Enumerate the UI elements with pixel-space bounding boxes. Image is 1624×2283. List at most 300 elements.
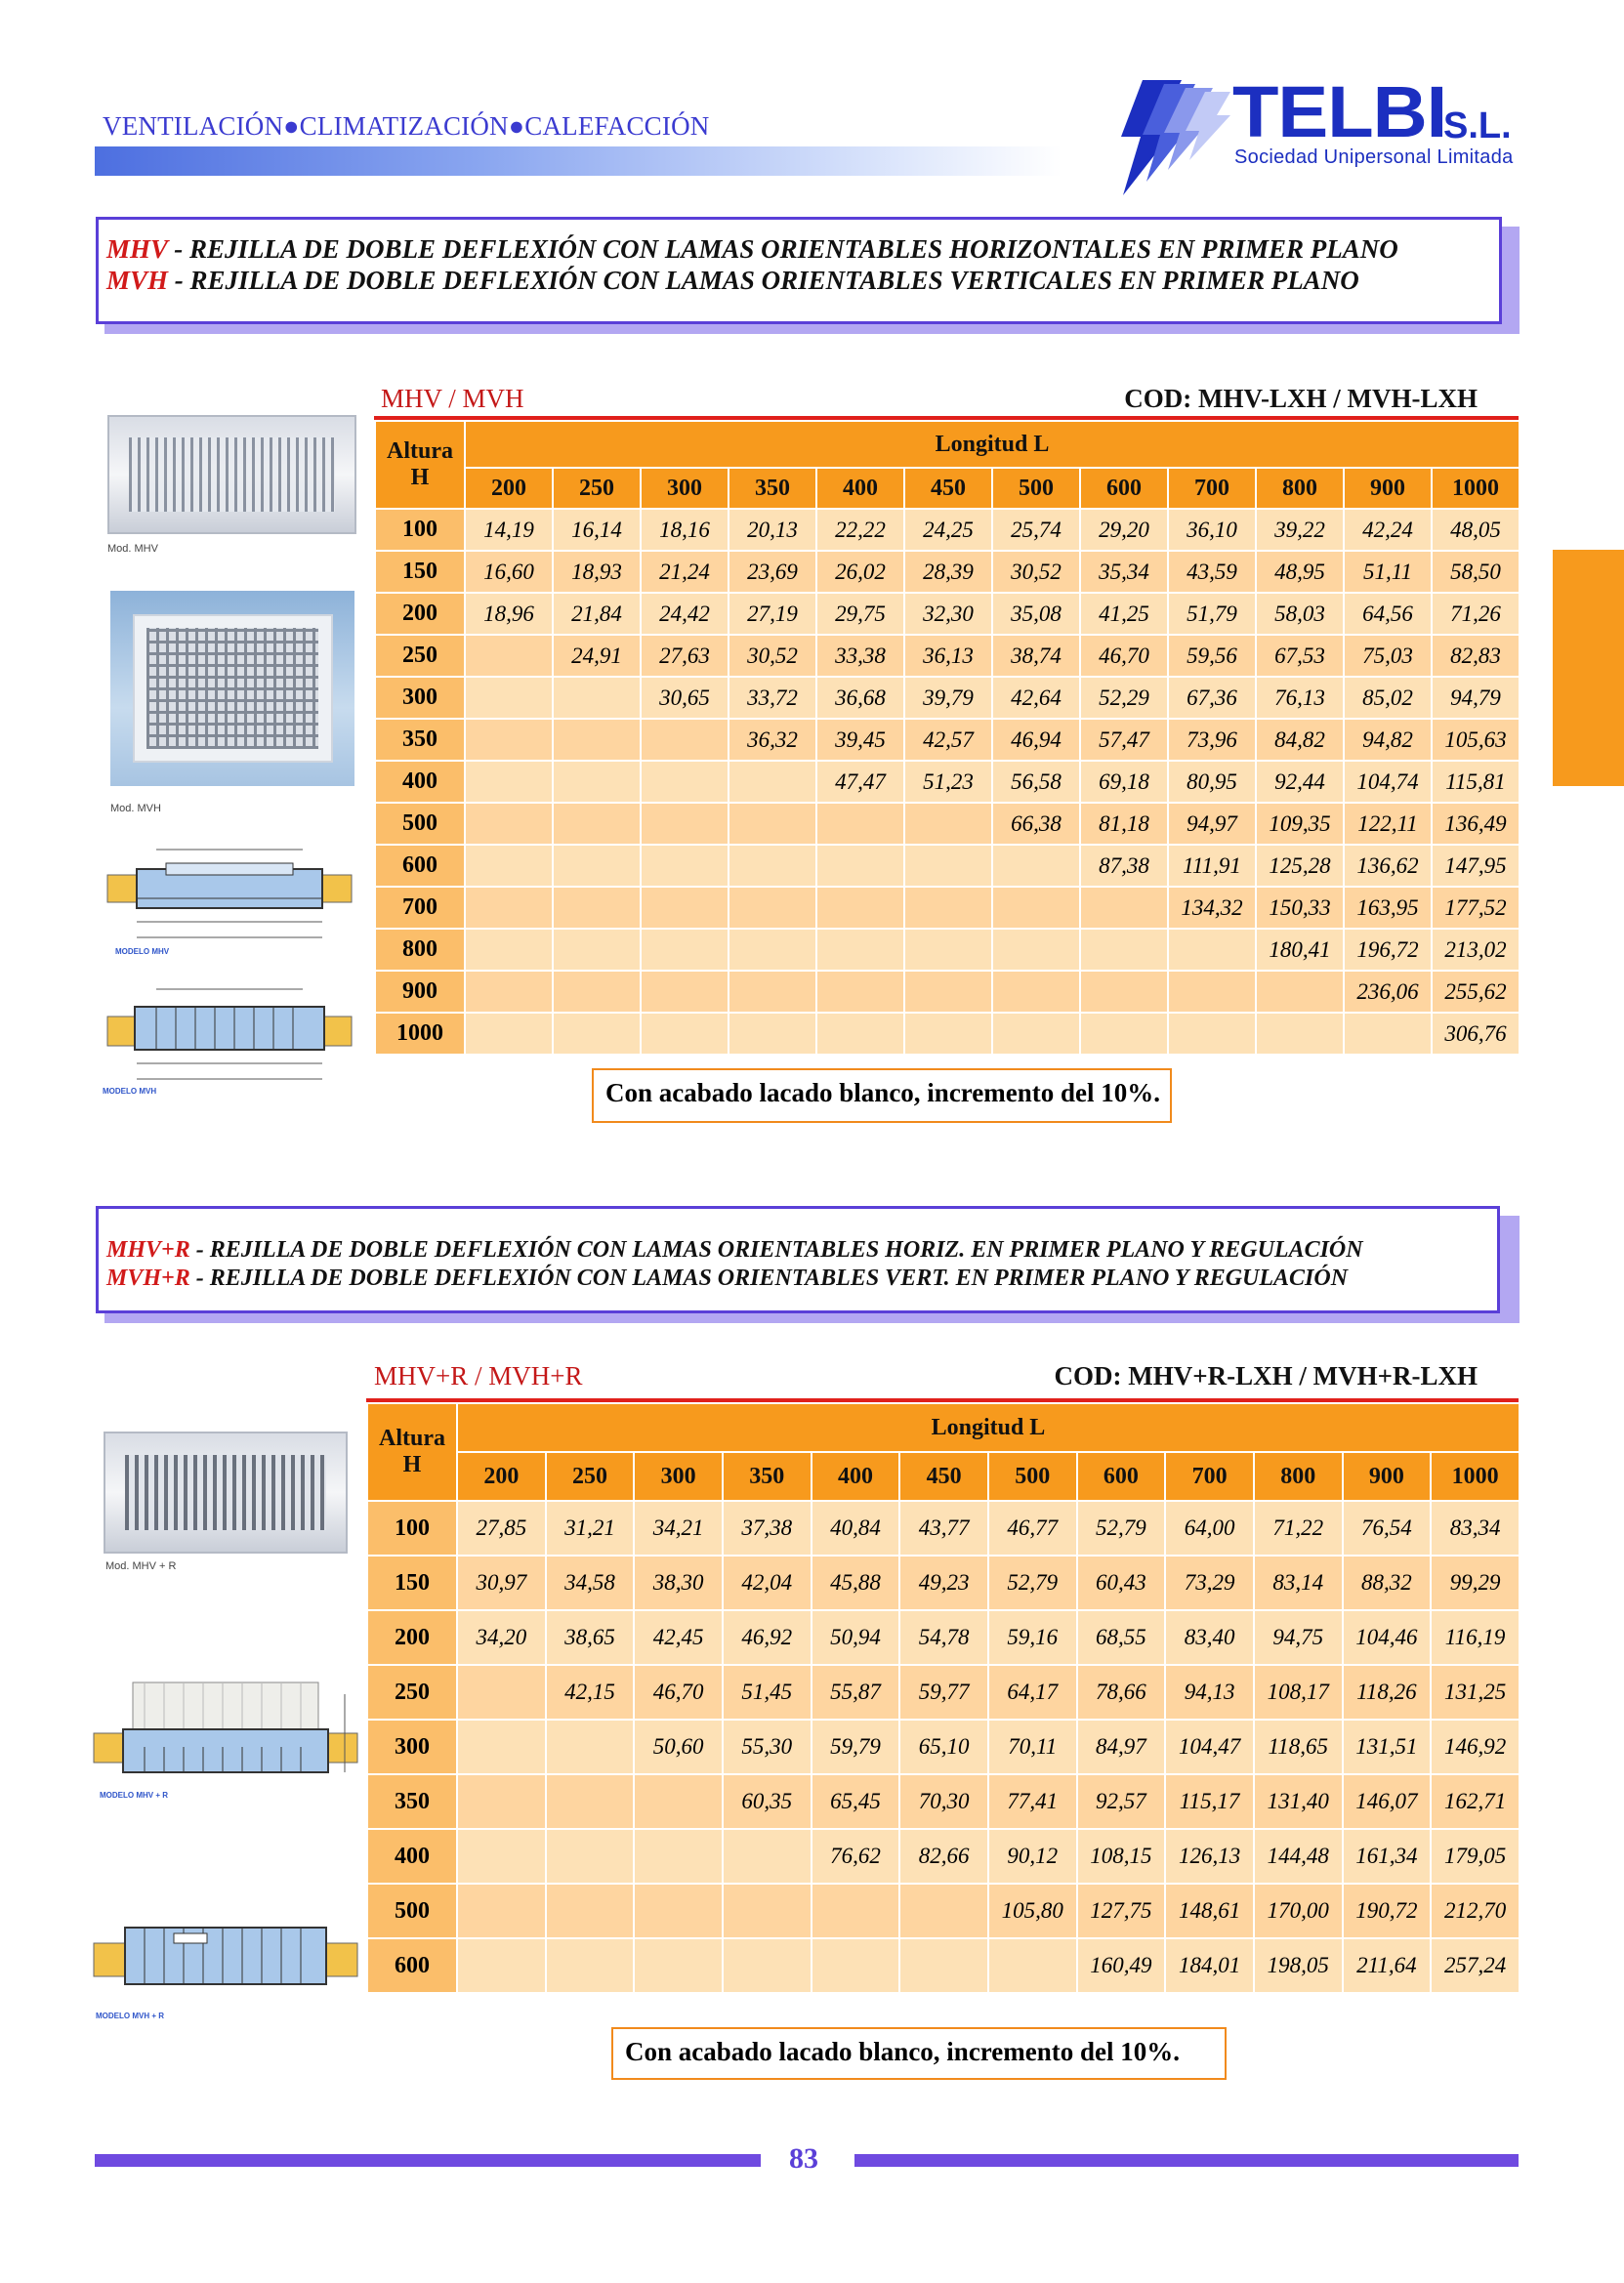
table-row <box>367 1774 1520 1829</box>
empty-cell <box>465 971 553 1013</box>
price-cell: 65,45 <box>812 1774 900 1829</box>
price-cell: 29,20 <box>1080 509 1168 551</box>
price-cell: 68,55 <box>1077 1610 1166 1665</box>
empty-cell <box>546 1884 635 1938</box>
price-cell: 64,17 <box>988 1665 1077 1720</box>
table-row <box>367 1501 1520 1556</box>
row-header: 200 <box>375 593 465 635</box>
price-cell: 59,56 <box>1168 635 1256 677</box>
empty-cell <box>634 1938 723 1993</box>
price-cell: 28,39 <box>904 551 992 593</box>
column-header: 1000 <box>1431 1452 1520 1501</box>
table-row <box>367 1938 1520 1993</box>
price-cell: 144,48 <box>1254 1829 1343 1884</box>
price-cell: 46,77 <box>988 1501 1077 1556</box>
price-cell: 21,84 <box>553 593 641 635</box>
empty-cell <box>816 803 904 845</box>
empty-cell <box>723 1829 812 1884</box>
column-header: 700 <box>1168 468 1256 509</box>
empty-cell <box>723 1884 812 1938</box>
section-side-tab <box>1553 550 1624 786</box>
empty-cell <box>553 887 641 929</box>
empty-cell <box>1256 971 1344 1013</box>
empty-cell <box>992 887 1080 929</box>
product-photo-mvh <box>110 591 354 786</box>
price-cell: 51,23 <box>904 761 992 803</box>
price-cell: 42,64 <box>992 677 1080 719</box>
price-cell: 131,25 <box>1431 1665 1520 1720</box>
price-cell: 33,72 <box>729 677 816 719</box>
empty-cell <box>904 803 992 845</box>
price-table-mhv-mvh <box>374 420 1520 1056</box>
section1-finish-note: Con acabado lacado blanco, incremento del 10%. <box>592 1068 1172 1123</box>
row-header: 700 <box>375 887 465 929</box>
price-cell: 73,96 <box>1168 719 1256 761</box>
price-cell: 47,47 <box>816 761 904 803</box>
table-row <box>367 1665 1520 1720</box>
price-cell: 21,24 <box>641 551 729 593</box>
section1-title-box <box>96 217 1502 324</box>
image-caption: Mod. MVH <box>110 803 161 814</box>
price-cell: 76,54 <box>1343 1501 1432 1556</box>
price-cell: 82,66 <box>899 1829 988 1884</box>
empty-cell <box>1080 929 1168 971</box>
price-cell: 71,22 <box>1254 1501 1343 1556</box>
empty-cell <box>899 1884 988 1938</box>
price-cell: 118,65 <box>1254 1720 1343 1774</box>
empty-cell <box>457 1938 546 1993</box>
title-code: MVH+R <box>106 1266 190 1291</box>
header-tagline: VENTILACIÓN●CLIMATIZACIÓN●CALEFACCIÓN <box>103 111 710 141</box>
price-cell: 92,57 <box>1077 1774 1166 1829</box>
empty-cell <box>992 971 1080 1013</box>
price-cell: 126,13 <box>1165 1829 1254 1884</box>
price-cell: 255,62 <box>1432 971 1520 1013</box>
footer-bar-right <box>854 2154 1519 2167</box>
price-cell: 177,52 <box>1432 887 1520 929</box>
empty-cell <box>546 1829 635 1884</box>
empty-cell <box>553 971 641 1013</box>
price-cell: 60,35 <box>723 1774 812 1829</box>
title-code: MVH <box>106 266 169 295</box>
column-header: 600 <box>1080 468 1168 509</box>
logo-subtitle: Sociedad Unipersonal Limitada <box>1234 146 1514 168</box>
price-cell: 87,38 <box>1080 845 1168 887</box>
price-cell: 180,41 <box>1256 929 1344 971</box>
empty-cell <box>723 1938 812 1993</box>
price-cell: 94,75 <box>1254 1610 1343 1665</box>
price-cell: 36,68 <box>816 677 904 719</box>
empty-cell <box>553 845 641 887</box>
price-cell: 83,14 <box>1254 1556 1343 1610</box>
column-header: 200 <box>465 468 553 509</box>
column-header: 400 <box>816 468 904 509</box>
price-cell: 198,05 <box>1254 1938 1343 1993</box>
column-header: 450 <box>904 468 992 509</box>
title-text: - REJILLA DE DOBLE DEFLEXIÓN CON LAMAS ORIENTABLES VERT. EN PRIMER PLANO Y REGULACIÓN <box>189 1266 1349 1291</box>
price-cell: 118,26 <box>1343 1665 1432 1720</box>
price-cell: 111,91 <box>1168 845 1256 887</box>
price-cell: 69,18 <box>1080 761 1168 803</box>
price-cell: 39,22 <box>1256 509 1344 551</box>
price-cell: 38,30 <box>634 1556 723 1610</box>
table-row <box>375 803 1520 845</box>
product-photo-mhv <box>107 415 356 534</box>
logo-suffix: S.L. <box>1443 105 1512 146</box>
table-row <box>375 551 1520 593</box>
row-header: 300 <box>375 677 465 719</box>
drawing-caption: MODELO MHV + R <box>100 1791 169 1800</box>
price-cell: 35,08 <box>992 593 1080 635</box>
price-cell: 24,25 <box>904 509 992 551</box>
section1-name: MHV / MVH <box>381 384 524 413</box>
price-cell: 196,72 <box>1344 929 1432 971</box>
table-row <box>375 593 1520 635</box>
column-header: 350 <box>729 468 816 509</box>
empty-cell <box>1080 1013 1168 1055</box>
row-header: 300 <box>367 1720 457 1774</box>
price-cell: 73,29 <box>1165 1556 1254 1610</box>
price-cell: 20,13 <box>729 509 816 551</box>
row-header: 250 <box>375 635 465 677</box>
row-header: 900 <box>375 971 465 1013</box>
price-cell: 94,13 <box>1165 1665 1254 1720</box>
price-cell: 131,51 <box>1343 1720 1432 1774</box>
price-cell: 38,65 <box>546 1610 635 1665</box>
price-cell: 39,45 <box>816 719 904 761</box>
price-cell: 109,35 <box>1256 803 1344 845</box>
price-cell: 94,97 <box>1168 803 1256 845</box>
row-header: 600 <box>367 1938 457 1993</box>
price-cell: 42,45 <box>634 1610 723 1665</box>
table-row <box>375 887 1520 929</box>
price-cell: 115,81 <box>1432 761 1520 803</box>
price-cell: 211,64 <box>1343 1938 1432 1993</box>
empty-cell <box>1344 1013 1432 1055</box>
price-cell: 49,23 <box>899 1556 988 1610</box>
price-cell: 59,77 <box>899 1665 988 1720</box>
price-cell: 306,76 <box>1432 1013 1520 1055</box>
empty-cell <box>553 1013 641 1055</box>
empty-cell <box>457 1884 546 1938</box>
price-cell: 51,45 <box>723 1665 812 1720</box>
price-cell: 160,49 <box>1077 1938 1166 1993</box>
table-row <box>367 1556 1520 1610</box>
price-cell: 94,79 <box>1432 677 1520 719</box>
price-cell: 88,32 <box>1343 1556 1432 1610</box>
empty-cell <box>641 719 729 761</box>
empty-cell <box>816 845 904 887</box>
empty-cell <box>729 845 816 887</box>
price-cell: 37,38 <box>723 1501 812 1556</box>
price-cell: 162,71 <box>1431 1774 1520 1829</box>
price-cell: 104,46 <box>1343 1610 1432 1665</box>
section2-name: MHV+R / MVH+R <box>374 1361 583 1391</box>
row-header: 400 <box>375 761 465 803</box>
column-header: 600 <box>1077 1452 1166 1501</box>
empty-cell <box>1168 1013 1256 1055</box>
price-cell: 150,33 <box>1256 887 1344 929</box>
price-cell: 122,11 <box>1344 803 1432 845</box>
price-cell: 48,05 <box>1432 509 1520 551</box>
row-header: 350 <box>375 719 465 761</box>
price-cell: 52,79 <box>1077 1501 1166 1556</box>
price-cell: 66,38 <box>992 803 1080 845</box>
price-cell: 190,72 <box>1343 1884 1432 1938</box>
price-cell: 46,70 <box>1080 635 1168 677</box>
price-cell: 90,12 <box>988 1829 1077 1884</box>
empty-cell <box>812 1938 900 1993</box>
table-row <box>375 677 1520 719</box>
price-cell: 84,97 <box>1077 1720 1166 1774</box>
empty-cell <box>816 971 904 1013</box>
logo-wordmark: TELBI <box>1232 71 1447 152</box>
price-cell: 51,79 <box>1168 593 1256 635</box>
price-cell: 22,22 <box>816 509 904 551</box>
empty-cell <box>812 1884 900 1938</box>
price-cell: 27,85 <box>457 1501 546 1556</box>
column-header: 400 <box>812 1452 900 1501</box>
page-number: 83 <box>789 2142 818 2175</box>
row-header: 350 <box>367 1774 457 1829</box>
title-code: MHV+R <box>106 1237 190 1263</box>
price-cell: 30,97 <box>457 1556 546 1610</box>
title-text: - REJILLA DE DOBLE DEFLEXIÓN CON LAMAS ORIENTABLES HORIZONTALES EN PRIMER PLANO <box>167 234 1398 264</box>
empty-cell <box>1168 971 1256 1013</box>
longitud-header: Longitud L <box>457 1403 1520 1452</box>
empty-cell <box>904 971 992 1013</box>
price-cell: 41,25 <box>1080 593 1168 635</box>
price-cell: 92,44 <box>1256 761 1344 803</box>
price-cell: 57,47 <box>1080 719 1168 761</box>
price-cell: 40,84 <box>812 1501 900 1556</box>
empty-cell <box>457 1829 546 1884</box>
column-header: 300 <box>634 1452 723 1501</box>
header-gradient-bar <box>95 146 1062 176</box>
price-cell: 213,02 <box>1432 929 1520 971</box>
empty-cell <box>546 1938 635 1993</box>
altura-header: Altura H <box>367 1403 457 1501</box>
column-header: 900 <box>1344 468 1432 509</box>
empty-cell <box>641 1013 729 1055</box>
column-header: 350 <box>723 1452 812 1501</box>
empty-cell <box>816 929 904 971</box>
price-cell: 18,93 <box>553 551 641 593</box>
empty-cell <box>816 887 904 929</box>
row-header: 1000 <box>375 1013 465 1055</box>
empty-cell <box>641 887 729 929</box>
price-cell: 163,95 <box>1344 887 1432 929</box>
price-cell: 108,17 <box>1254 1665 1343 1720</box>
price-cell: 81,18 <box>1080 803 1168 845</box>
empty-cell <box>465 887 553 929</box>
price-cell: 84,82 <box>1256 719 1344 761</box>
empty-cell <box>641 929 729 971</box>
section2-title-box <box>96 1206 1500 1313</box>
price-cell: 55,87 <box>812 1665 900 1720</box>
price-cell: 77,41 <box>988 1774 1077 1829</box>
price-cell: 104,47 <box>1165 1720 1254 1774</box>
lightning-bolt-icon <box>1103 80 1240 195</box>
price-cell: 70,30 <box>899 1774 988 1829</box>
empty-cell <box>546 1720 635 1774</box>
table-row <box>375 509 1520 551</box>
table-row <box>375 971 1520 1013</box>
price-cell: 34,21 <box>634 1501 723 1556</box>
column-header: 900 <box>1343 1452 1432 1501</box>
price-cell: 59,79 <box>812 1720 900 1774</box>
empty-cell <box>465 803 553 845</box>
price-cell: 55,30 <box>723 1720 812 1774</box>
price-cell: 58,03 <box>1256 593 1344 635</box>
price-cell: 32,30 <box>904 593 992 635</box>
price-cell: 80,95 <box>1168 761 1256 803</box>
price-cell: 170,00 <box>1254 1884 1343 1938</box>
price-cell: 16,60 <box>465 551 553 593</box>
price-cell: 212,70 <box>1431 1884 1520 1938</box>
price-cell: 146,07 <box>1343 1774 1432 1829</box>
row-header: 250 <box>367 1665 457 1720</box>
longitud-header: Longitud L <box>465 421 1520 468</box>
empty-cell <box>457 1774 546 1829</box>
column-header: 450 <box>899 1452 988 1501</box>
price-cell: 65,10 <box>899 1720 988 1774</box>
price-cell: 52,79 <box>988 1556 1077 1610</box>
empty-cell <box>465 929 553 971</box>
price-cell: 99,29 <box>1431 1556 1520 1610</box>
table-row <box>375 635 1520 677</box>
column-header: 1000 <box>1432 468 1520 509</box>
title-text: - REJILLA DE DOBLE DEFLEXIÓN CON LAMAS ORIENTABLES HORIZ. EN PRIMER PLANO Y REGULACIÓN <box>189 1237 1363 1263</box>
price-cell: 236,06 <box>1344 971 1432 1013</box>
price-cell: 146,92 <box>1431 1720 1520 1774</box>
row-header: 100 <box>367 1501 457 1556</box>
price-cell: 16,14 <box>553 509 641 551</box>
empty-cell <box>634 1884 723 1938</box>
table-row <box>375 929 1520 971</box>
empty-cell <box>465 677 553 719</box>
price-cell: 134,32 <box>1168 887 1256 929</box>
empty-cell <box>465 761 553 803</box>
price-cell: 59,16 <box>988 1610 1077 1665</box>
column-header: 200 <box>457 1452 546 1501</box>
price-cell: 42,15 <box>546 1665 635 1720</box>
price-cell: 148,61 <box>1165 1884 1254 1938</box>
technical-drawing-mhv <box>98 842 361 954</box>
price-cell: 76,13 <box>1256 677 1344 719</box>
price-cell: 56,58 <box>992 761 1080 803</box>
technical-drawing-mvh-r <box>86 1914 364 2007</box>
empty-cell <box>641 971 729 1013</box>
empty-cell <box>546 1774 635 1829</box>
row-header: 100 <box>375 509 465 551</box>
empty-cell <box>641 761 729 803</box>
price-cell: 36,13 <box>904 635 992 677</box>
drawing-caption: MODELO MHV <box>115 947 170 956</box>
section1-code: COD: MHV-LXH / MVH-LXH <box>1124 384 1478 413</box>
price-cell: 52,29 <box>1080 677 1168 719</box>
price-cell: 36,10 <box>1168 509 1256 551</box>
empty-cell <box>992 1013 1080 1055</box>
column-header: 800 <box>1256 468 1344 509</box>
empty-cell <box>729 887 816 929</box>
price-cell: 30,65 <box>641 677 729 719</box>
empty-cell <box>1168 929 1256 971</box>
price-cell: 71,26 <box>1432 593 1520 635</box>
row-header: 200 <box>367 1610 457 1665</box>
price-cell: 105,80 <box>988 1884 1077 1938</box>
empty-cell <box>465 1013 553 1055</box>
price-cell: 50,94 <box>812 1610 900 1665</box>
price-cell: 43,59 <box>1168 551 1256 593</box>
price-cell: 105,63 <box>1432 719 1520 761</box>
empty-cell <box>553 719 641 761</box>
empty-cell <box>457 1665 546 1720</box>
price-cell: 27,19 <box>729 593 816 635</box>
empty-cell <box>904 929 992 971</box>
price-cell: 31,21 <box>546 1501 635 1556</box>
price-cell: 35,34 <box>1080 551 1168 593</box>
image-caption: Mod. MHV <box>107 543 158 555</box>
empty-cell <box>899 1938 988 1993</box>
price-cell: 18,96 <box>465 593 553 635</box>
section2-title-line-2 <box>106 1265 1489 1293</box>
column-header: 800 <box>1254 1452 1343 1501</box>
drawing-caption: MODELO MVH + R <box>96 2012 165 2020</box>
product-photo-mhv-r <box>104 1432 348 1554</box>
price-cell: 108,15 <box>1077 1829 1166 1884</box>
price-cell: 39,79 <box>904 677 992 719</box>
price-cell: 26,02 <box>816 551 904 593</box>
empty-cell <box>729 929 816 971</box>
price-cell: 45,88 <box>812 1556 900 1610</box>
column-header: 300 <box>641 468 729 509</box>
empty-cell <box>904 887 992 929</box>
table-row <box>375 845 1520 887</box>
empty-cell <box>641 845 729 887</box>
price-cell: 36,32 <box>729 719 816 761</box>
technical-drawing-mvh <box>98 981 361 1094</box>
price-cell: 67,53 <box>1256 635 1344 677</box>
row-header: 500 <box>375 803 465 845</box>
price-cell: 257,24 <box>1431 1938 1520 1993</box>
footer-bar-left <box>95 2154 761 2167</box>
price-cell: 116,19 <box>1431 1610 1520 1665</box>
section1-title-line-1 <box>106 233 1491 265</box>
price-cell: 42,24 <box>1344 509 1432 551</box>
empty-cell <box>553 761 641 803</box>
empty-cell <box>1256 1013 1344 1055</box>
price-cell: 179,05 <box>1431 1829 1520 1884</box>
row-header: 150 <box>367 1556 457 1610</box>
price-cell: 23,69 <box>729 551 816 593</box>
row-header: 500 <box>367 1884 457 1938</box>
empty-cell <box>729 803 816 845</box>
price-cell: 94,82 <box>1344 719 1432 761</box>
price-cell: 34,58 <box>546 1556 635 1610</box>
price-cell: 136,49 <box>1432 803 1520 845</box>
price-cell: 14,19 <box>465 509 553 551</box>
price-cell: 34,20 <box>457 1610 546 1665</box>
table-row <box>367 1610 1520 1665</box>
price-cell: 58,50 <box>1432 551 1520 593</box>
column-header: 700 <box>1165 1452 1254 1501</box>
price-cell: 29,75 <box>816 593 904 635</box>
price-cell: 76,62 <box>812 1829 900 1884</box>
price-cell: 136,62 <box>1344 845 1432 887</box>
row-header: 400 <box>367 1829 457 1884</box>
empty-cell <box>904 845 992 887</box>
